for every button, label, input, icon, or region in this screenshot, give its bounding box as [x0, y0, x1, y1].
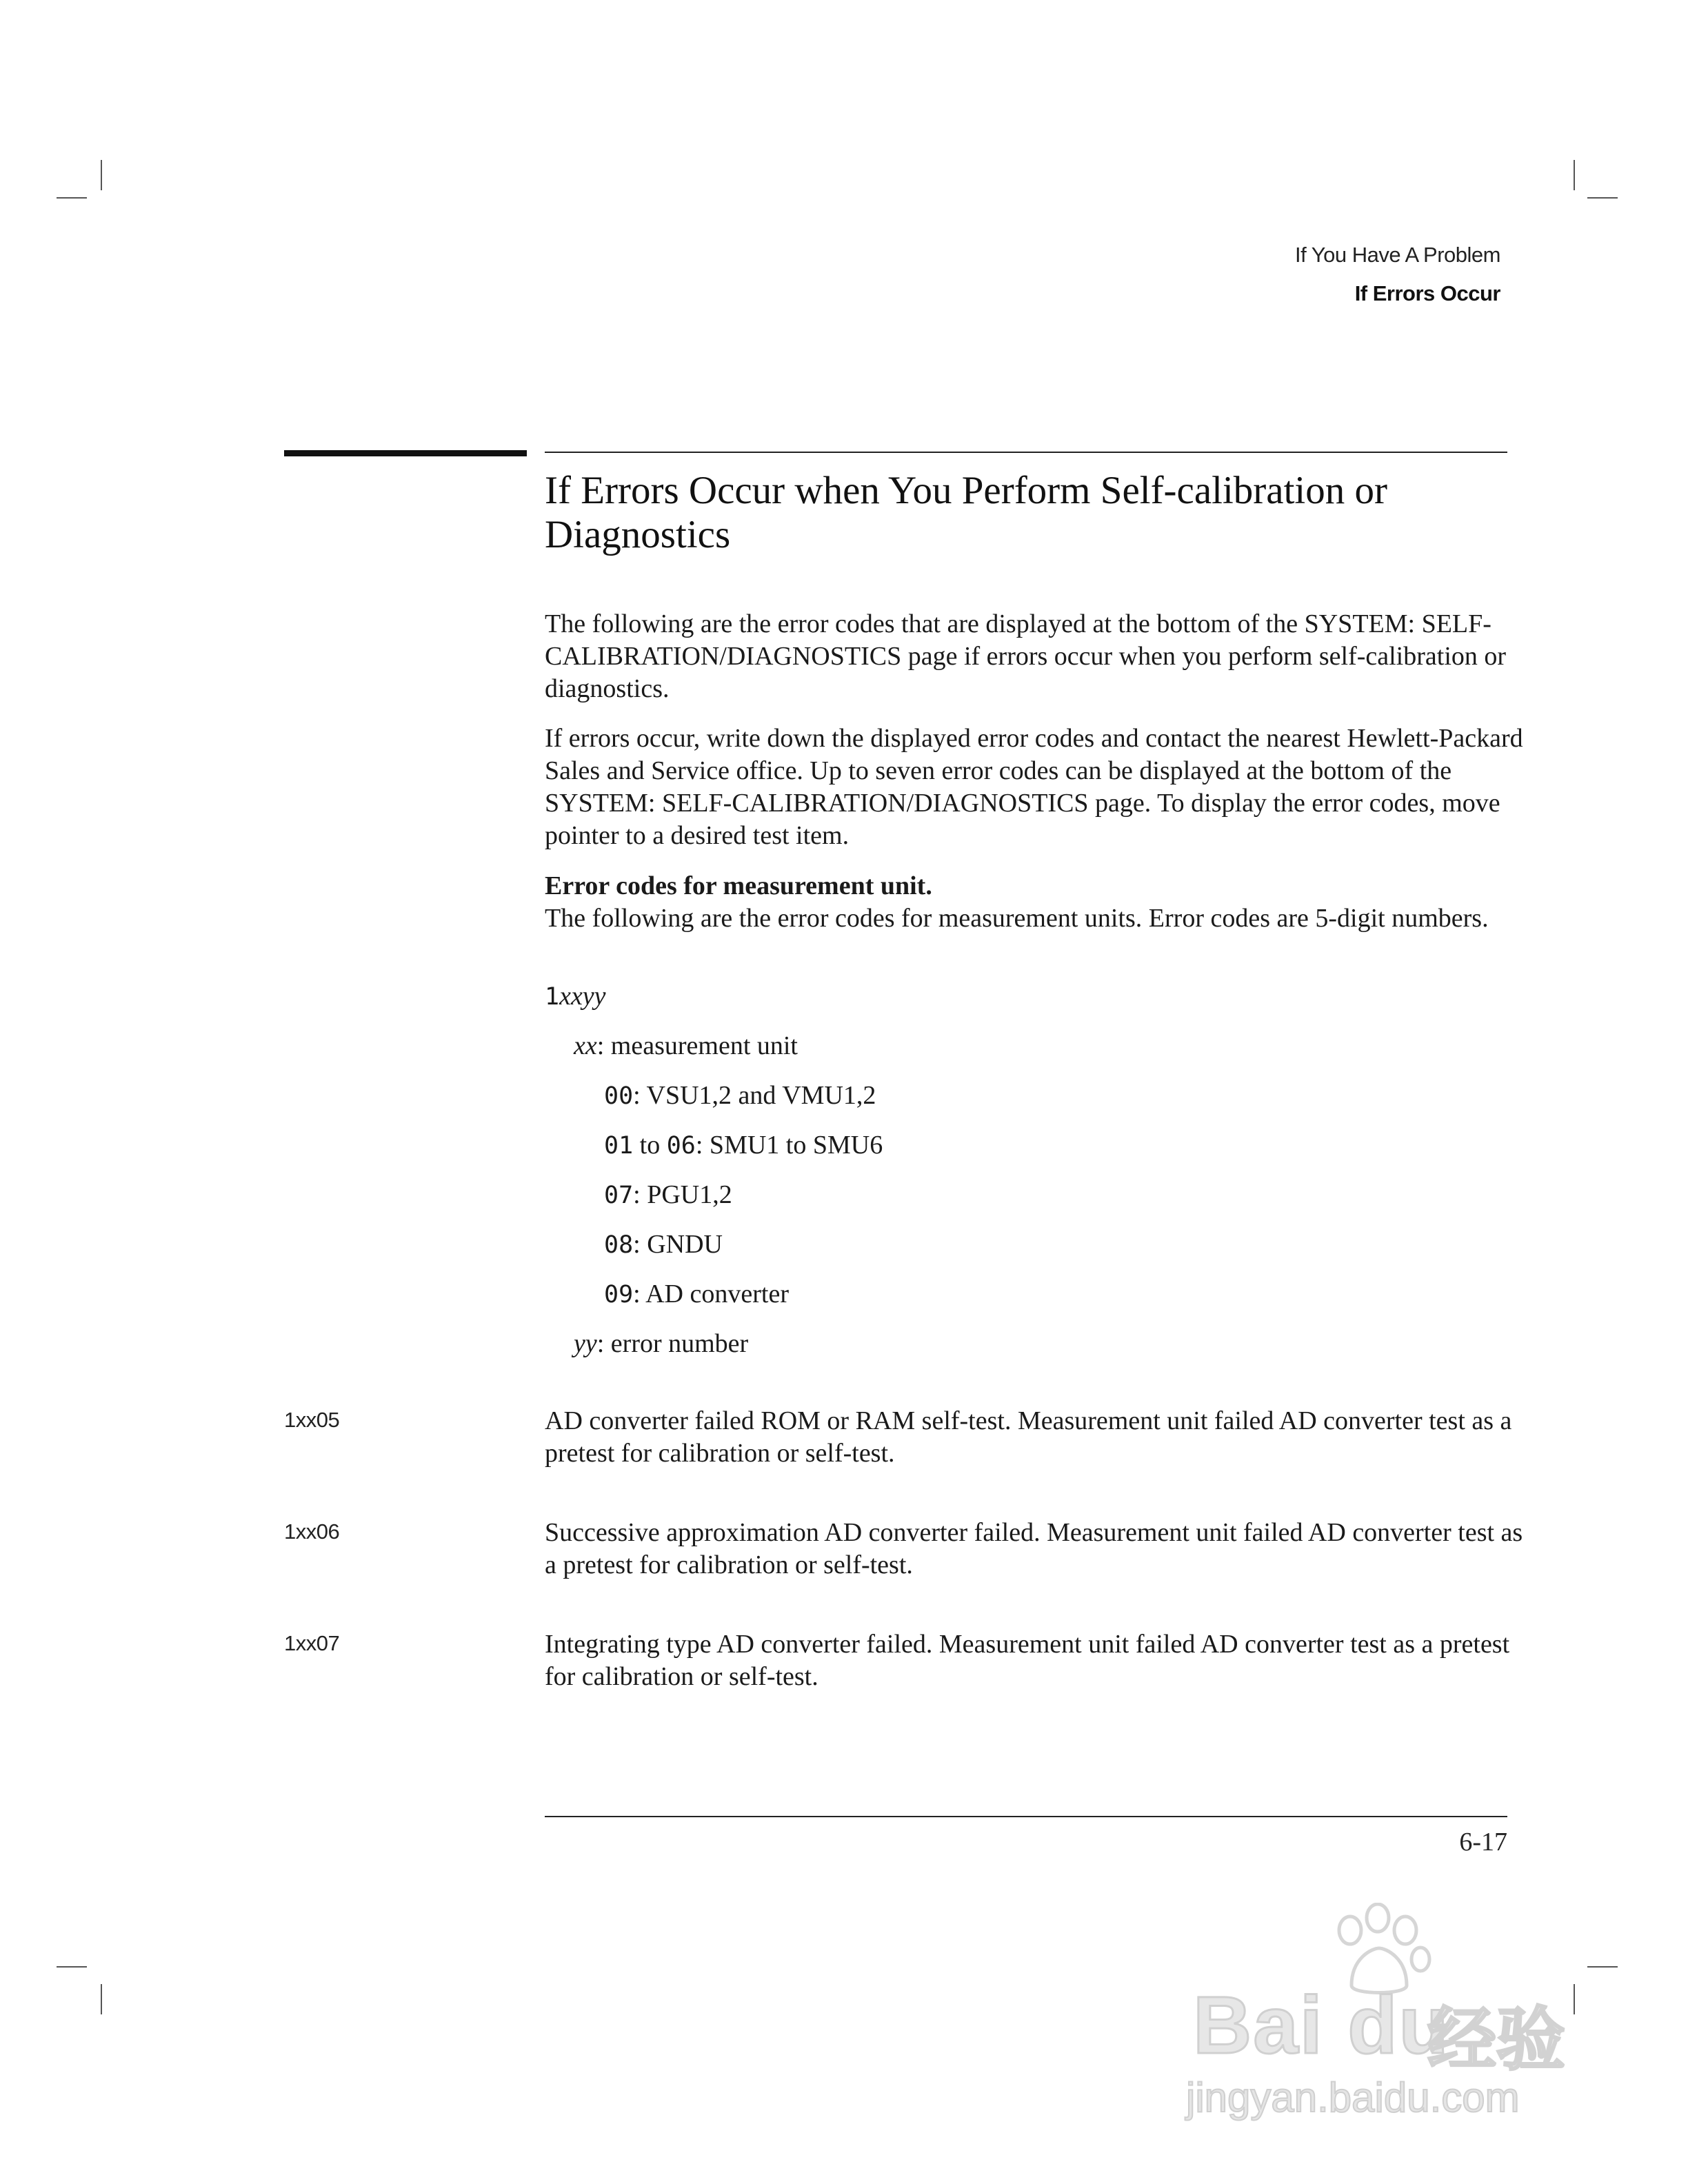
unit-item: [604, 1080, 876, 1113]
crop-mark: [1587, 1966, 1618, 1968]
watermark-url: jingyan.baidu.com: [1186, 2074, 1520, 2121]
error-code-label: 1xx06: [284, 1519, 340, 1544]
code-format: [545, 980, 606, 1013]
baidu-watermark: [1165, 1903, 1579, 2130]
error-code-description: Integrating type AD converter failed. Measurement unit failed AD converter test as a pretest for calibration or self-test.: [545, 1630, 1510, 1691]
unit-description: : VSU1,2 and VMU1,2: [633, 1081, 876, 1110]
crop-mark: [57, 197, 87, 199]
unit-item: [604, 1179, 732, 1212]
unit-item: [604, 1278, 789, 1311]
unit-description: : SMU1 to SMU6: [695, 1131, 883, 1160]
running-header-section: If Errors Occur: [1354, 281, 1500, 305]
crop-mark: [101, 160, 102, 190]
crop-mark: [1587, 197, 1618, 199]
section-title: If Errors Occur when You Perform Self-calibration or Diagnostics: [545, 469, 1387, 556]
measurement-unit-paragraph: [545, 870, 1524, 935]
page-number: 6-17: [1459, 1828, 1507, 1857]
xx-description: : measurement unit: [596, 1031, 798, 1060]
unit-code: 09: [604, 1281, 634, 1308]
section-rule: [545, 452, 1507, 453]
error-code-description: AD converter failed ROM or RAM self-test. Measurement unit failed AD converter test as a pretest for calibration or self-test.: [545, 1406, 1512, 1468]
unit-code-end: 06: [666, 1132, 696, 1160]
error-code-description: Successive approximation AD converter failed. Measurement unit failed AD converter test as a pretest for calibration or self-test.: [545, 1518, 1523, 1579]
intro-paragraph: The following are the error codes that are displayed at the bottom of the SYSTEM: SELF-CALIBRATION/DIAGNOSTICS page if errors occur when you perform self-calibration or diagnostics.: [545, 609, 1507, 703]
footer-rule: [545, 1816, 1507, 1817]
xx-definition: [574, 1030, 798, 1062]
unit-description: : AD converter: [633, 1280, 789, 1308]
unit-code: 08: [604, 1231, 634, 1259]
paragraph-text: The following are the error codes for measurement units. Error codes are 5-digit numbers.: [545, 904, 1489, 933]
crop-mark: [57, 1966, 87, 1968]
yy-description: : error number: [596, 1329, 749, 1358]
crop-mark: [101, 1984, 102, 2014]
watermark-chinese: 经验: [1427, 1999, 1565, 2080]
unit-code: 00: [604, 1082, 634, 1110]
xx-variable: xx: [574, 1031, 597, 1060]
code-pattern: xxyy: [559, 982, 606, 1011]
section-rule-thick: [284, 450, 527, 456]
unit-code: 07: [604, 1182, 634, 1209]
unit-range-word: to: [633, 1131, 667, 1160]
yy-variable: yy: [574, 1329, 597, 1358]
error-code-label: 1xx05: [284, 1408, 340, 1432]
unit-code: 01: [604, 1132, 634, 1160]
unit-description: : PGU1,2: [633, 1180, 732, 1209]
running-header-chapter: If You Have A Problem: [1295, 243, 1500, 267]
watermark-brand: Bai du: [1193, 1980, 1450, 2071]
unit-description: : GNDU: [633, 1230, 723, 1259]
unit-item: [604, 1228, 723, 1262]
crop-mark: [1574, 160, 1575, 190]
unit-item: [604, 1129, 883, 1162]
paragraph-heading: Error codes for measurement unit.: [545, 871, 932, 900]
instructions-paragraph: If errors occur, write down the displayed error codes and contact the nearest Hewlett-Packard Sales and Service office. Up to seven error codes can be displayed at the bottom of the SYSTEM: SELF-CALIBRATION/DIAGNOSTICS page. To display the error codes, move pointer to a desired test item.: [545, 724, 1523, 850]
yy-definition: [574, 1328, 748, 1360]
code-prefix: 1: [545, 983, 560, 1011]
error-code-label: 1xx07: [284, 1631, 340, 1655]
